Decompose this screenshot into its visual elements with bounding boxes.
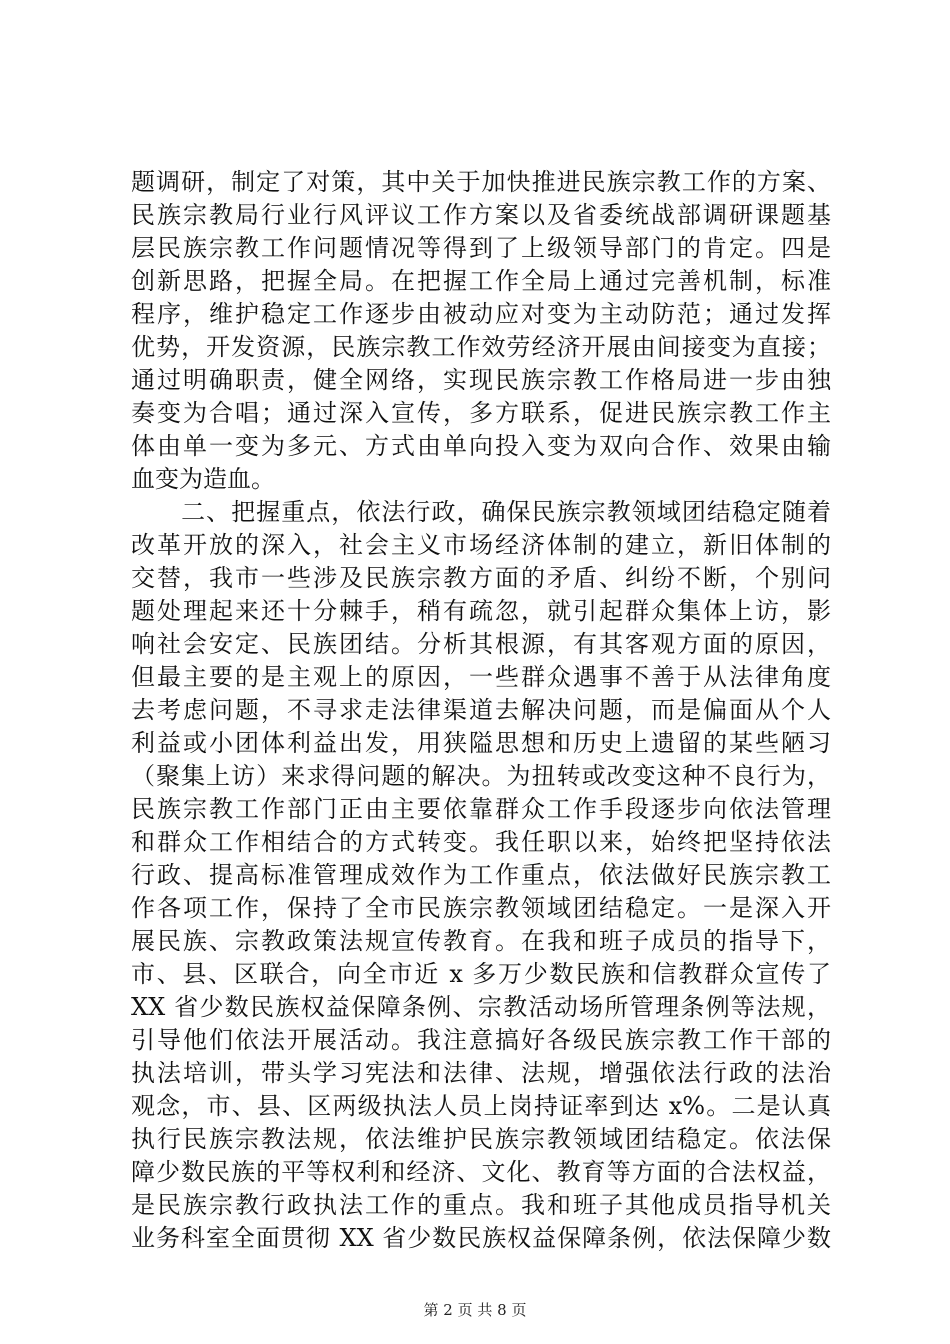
- text-line: XX 省少数民族权益保障条例、宗教活动场所管理条例等法规，: [131, 993, 831, 1021]
- text-line: 体由单一变为多元、方式由单向投入变为双向合作、效果由输: [131, 432, 831, 460]
- page-footer: 第 2 页 共 8 页: [423, 1301, 527, 1319]
- text-line: 作各项工作，保持了全市民族宗教领域团结稳定。一是深入开: [131, 894, 831, 922]
- text-line: 通过明确职责，健全网络，实现民族宗教工作格局进一步由独: [131, 366, 831, 394]
- text-line: 奏变为合唱；通过深入宣传，多方联系，促进民族宗教工作主: [131, 399, 831, 427]
- text-line: 民族宗教工作部门正由主要依靠群众工作手段逐步向依法管理: [131, 795, 831, 823]
- text-line: 展民族、宗教政策法规宣传教育。在我和班子成员的指导下，: [131, 927, 831, 955]
- text-line: 观念，市、县、区两级执法人员上岗持证率到达 x%。二是认真: [131, 1092, 831, 1120]
- text-line: 血变为造血。: [131, 465, 275, 493]
- text-line: 优势，开发资源，民族宗教工作效劳经济开展由间接变为直接；: [131, 333, 831, 361]
- text-line: 业务科室全面贯彻 XX 省少数民族权益保障条例，依法保障少数: [131, 1224, 831, 1252]
- text-line: 程序，维护稳定工作逐步由被动应对变为主动防范；通过发挥: [131, 300, 831, 328]
- text-line: 执行民族宗教法规，依法维护民族宗教领域团结稳定。依法保: [131, 1125, 831, 1153]
- text-line: 障少数民族的平等权利和经济、文化、教育等方面的合法权益，: [131, 1158, 831, 1186]
- text-line: 去考虑问题，不寻求走法律渠道去解决问题，而是偏面从个人: [131, 696, 831, 724]
- text-line: 交替，我市一些涉及民族宗教方面的矛盾、纠纷不断，个别问: [131, 564, 831, 592]
- text-line: 创新思路，把握全局。在把握工作全局上通过完善机制，标准: [131, 267, 831, 295]
- text-line: 引导他们依法开展活动。我注意搞好各级民族宗教工作干部的: [131, 1026, 831, 1054]
- text-line: 行政、提高标准管理成效作为工作重点，依法做好民族宗教工: [131, 861, 831, 889]
- text-line: 改革开放的深入，社会主义市场经济体制的建立，新旧体制的: [131, 531, 831, 559]
- text-line: 利益或小团体利益出发，用狭隘思想和历史上遗留的某些陋习: [131, 729, 831, 757]
- text-line: 题处理起来还十分棘手，稍有疏忽，就引起群众集体上访，影: [131, 597, 831, 625]
- document-body: [131, 166, 831, 1255]
- text-line: 民族宗教局行业行风评议工作方案以及省委统战部调研课题基: [131, 201, 831, 229]
- text-line: 执法培训，带头学习宪法和法律、法规，增强依法行政的法治: [131, 1059, 831, 1087]
- text-line: 题调研，制定了对策，其中关于加快推进民族宗教工作的方案、: [131, 168, 831, 196]
- text-line: 响社会安定、民族团结。分析其根源，有其客观方面的原因，: [131, 630, 831, 658]
- text-line: 市、县、区联合，向全市近 x 多万少数民族和信教群众宣传了: [131, 960, 831, 988]
- text-line: 和群众工作相结合的方式转变。我任职以来，始终把坚持依法: [131, 828, 831, 856]
- text-line: 二、把握重点，依法行政，确保民族宗教领域团结稳定随着: [131, 498, 831, 526]
- text-line: （聚集上访）来求得问题的解决。为扭转或改变这种不良行为，: [131, 762, 831, 790]
- text-line: 层民族宗教工作问题情况等得到了上级领导部门的肯定。四是: [131, 234, 831, 262]
- text-line: 是民族宗教行政执法工作的重点。我和班子其他成员指导机关: [131, 1191, 831, 1219]
- text-line: 但最主要的是主观上的原因，一些群众遇事不善于从法律角度: [131, 663, 831, 691]
